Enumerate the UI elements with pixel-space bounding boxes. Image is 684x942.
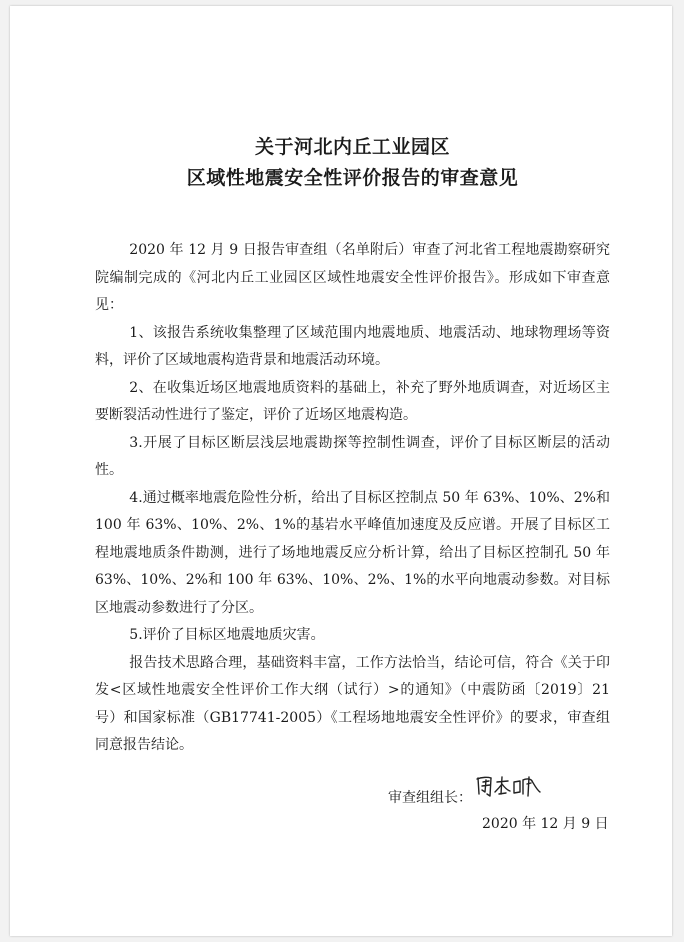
paragraph-intro: 2020 年 12 月 9 日报告审查组（名单附后）审查了河北省工程地震勘察研究院编制完成的《河北内丘工业园区区域性地震安全性评价报告》。形成如下审查意见： [95, 242, 610, 313]
signature-label: 审查组组长： [388, 790, 472, 806]
paragraph-opinion-2: 2、在收集近场区地震地质资料的基础上，补充了野外地质调查，对近场区主要断裂活动性进行了鉴定，评价了近场区地震构造。 [95, 379, 610, 423]
document-body [95, 237, 610, 760]
paragraph-conclusion: 报告技术思路合理，基础资料丰富，工作方法恰当，结论可信，符合《关于印发<区域性地震安全性评价工作大纲（试行）>的通知》（中震防函〔2019〕21 号）和国家标准（GB17741-2005）《工程场地地震安全性评价》的要求，审查组同意报告结论。 [95, 654, 610, 753]
signature-row [388, 768, 544, 808]
title-line-1: 关于河北内丘工业园区 [254, 136, 450, 158]
paragraph-opinion-5: 5.评价了目标区地震地质灾害。 [129, 627, 325, 643]
document-date: 2020 年 12 月 9 日 [482, 816, 609, 832]
document-title [95, 132, 610, 194]
paragraph-opinion-3: 3.开展了目标区断层浅层地震勘探等控制性调查，评价了目标区断层的活动性。 [95, 434, 610, 478]
document-content [95, 132, 610, 832]
paragraph-opinion-1: 1、该报告系统收集整理了区域范围内地震地质、地震活动、地球物理场等资料，评价了区域地震构造背景和地震活动环境。 [95, 324, 610, 368]
handwritten-signature-icon [474, 772, 544, 802]
document-page [10, 6, 672, 936]
title-line-2: 区域性地震安全性评价报告的审查意见 [186, 167, 519, 189]
paragraph-opinion-4: 4.通过概率地震危险性分析，给出了目标区控制点 50 年 63%、10%、2%和 100 年 63%、10%、2%、1%的基岩水平峰值加速度及反应谱。开展了目标区工程地震地质条件勘测，进行了场地地震反应分析计算，给出了目标区控制孔 50 年 63%、10%、2%和 100 年 63%、10%、2%、1%的水平向地震动参数。对目标区地震动参数进行了分区。 [95, 489, 610, 616]
